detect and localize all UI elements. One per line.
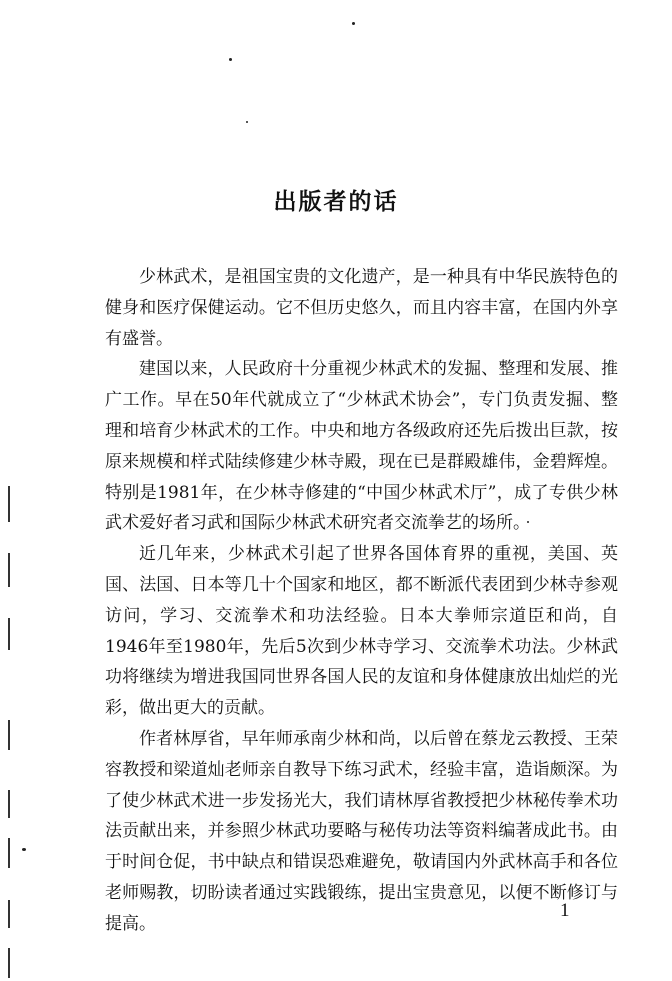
paragraph-2: 建国以来，人民政府十分重视少林武术的发掘、整理和发展、推广工作。早在50年代就成立了“少林武术协会”，专门负责发掘、整理和培育少林武术的工作。中央和地方各级政府还先后拨出巨款，按原来规模和样式陆续修建少林寺殿，现在已是群殿雄伟，金碧辉煌。特别是1981年，在少林寺修建的“中国少林武术厅”，成了专供少林武术爱好者习武和国际少林武术研究者交流拳艺的场所。: [105, 359, 618, 534]
scan-speck: [22, 848, 26, 851]
page-number: 1: [560, 900, 570, 921]
scan-edge-mark: [8, 948, 10, 978]
scan-speck: [246, 121, 248, 123]
paragraph-3: 近几年来，少林武术引起了世界各国体育界的重视，美国、英国、法国、日本等几十个国家和地区，都不断派代表团到少林寺参观访问，学习、交流拳术和功法经验。日本大拳师宗道臣和尚，自1946年至1980年，先后5次到少林寺学习、交流拳术功法。少林武功将继续为增进我国同世界各国人民的友谊和身体健康放出灿烂的光彩，做出更大的贡献。: [105, 544, 618, 719]
scan-edge-mark: [8, 790, 10, 818]
scan-speck: [352, 22, 355, 25]
body-text: [105, 262, 618, 940]
scan-speck: [229, 58, 232, 61]
scan-edge-mark: [8, 838, 10, 868]
paragraph-4: 作者林厚省，早年师承南少林和尚，以后曾在蔡龙云教授、王荣容教授和梁道灿老师亲自教导下练习武术，经验丰富，造诣颇深。为了使少林武术进一步发扬光大，我们请林厚省教授把少林秘传拳术功法贡献出来，并参照少林武功要略与秘传功法等资料编著成此书。由于时间仓促，书中缺点和错误恐难避免，敬请国内外武林高手和各位老师赐教，切盼读者通过实践锻练，提出宝贵意见，以便不断修订与提高。: [105, 728, 618, 934]
page-title: 出版者的话: [273, 189, 399, 215]
paragraph-1: 少林武术，是祖国宝贵的文化遗产，是一种具有中华民族特色的健身和医疗保健运动。它不但历史悠久，而且内容丰富，在国内外享有盛誉。: [105, 267, 618, 349]
scan-edge-mark: [8, 618, 10, 650]
scan-edge-mark: [8, 720, 10, 750]
scan-edge-mark: [8, 900, 10, 928]
scan-edge-mark: [8, 486, 10, 522]
scan-edge-mark: [8, 553, 10, 587]
